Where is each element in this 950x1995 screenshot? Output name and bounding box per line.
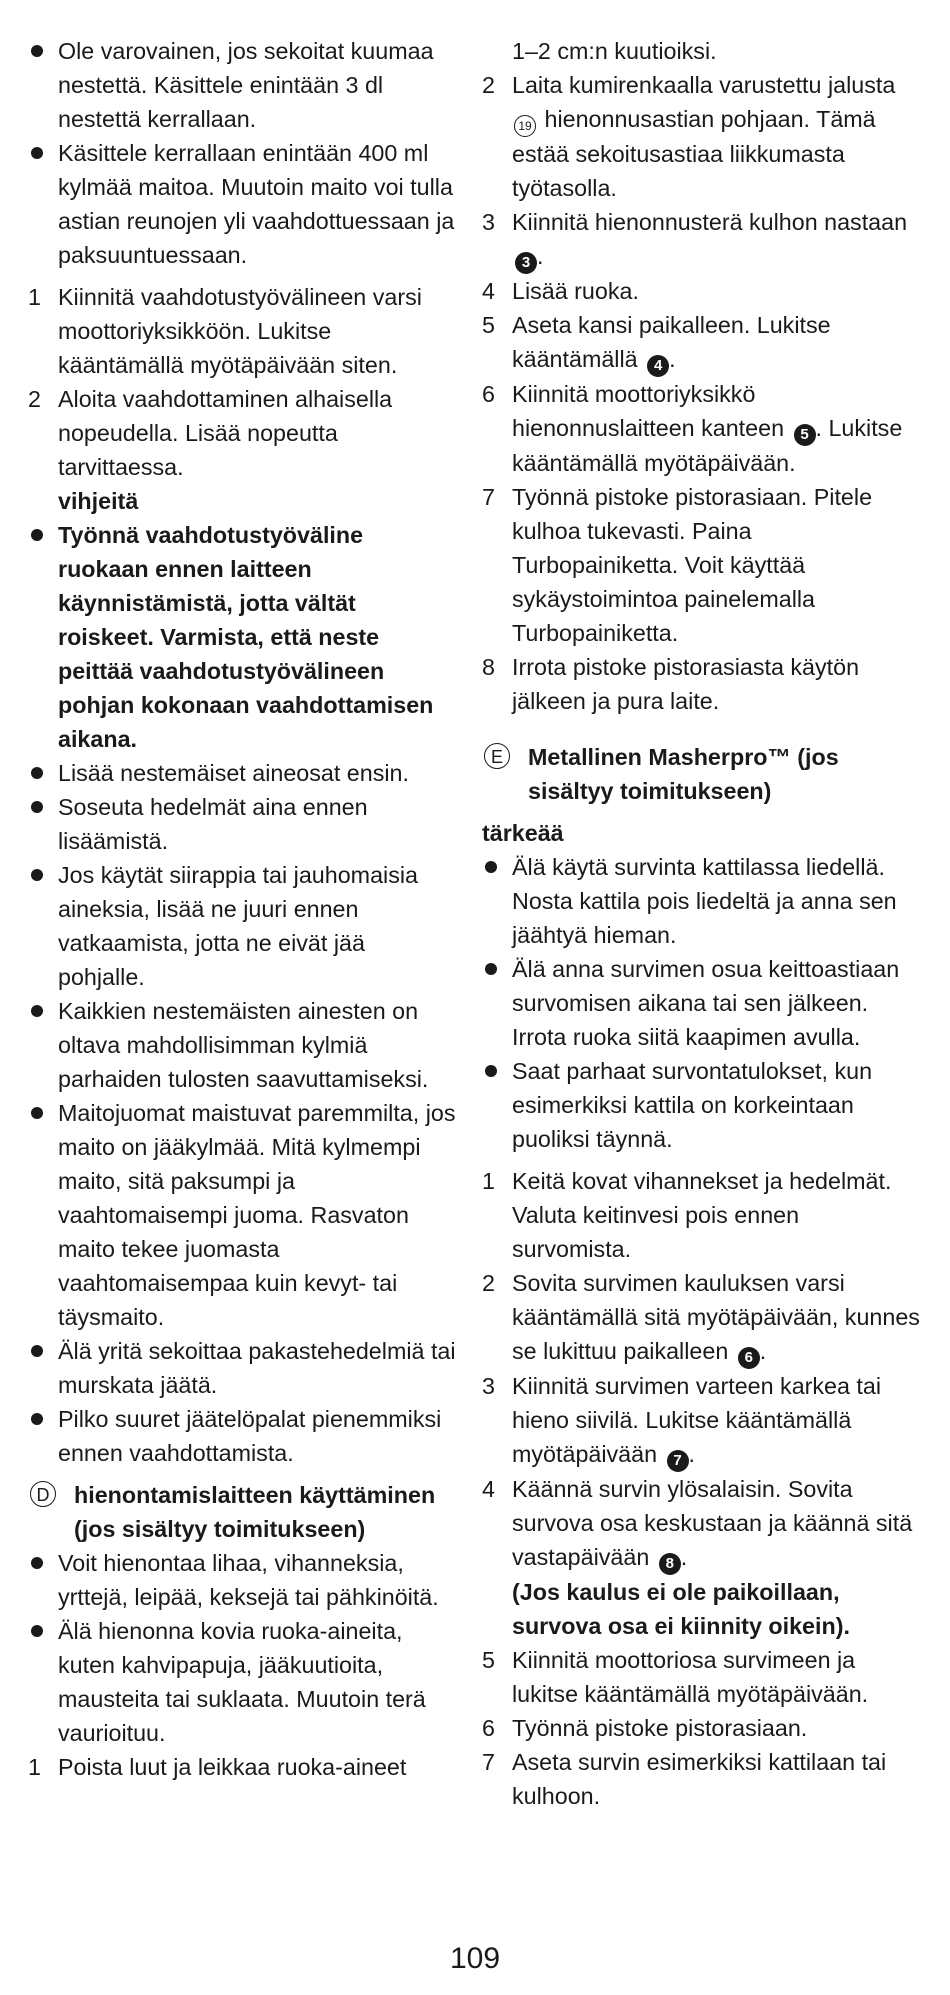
caution-bullet: Ole varovainen, jos sekoitat kuumaa nestettä. Käsittele enintään 3 dl nestettä kerrallaan. [58,38,434,132]
part-ref-icon: 19 [514,115,536,137]
page-number: 109 [449,1942,501,1975]
step-item: 1 Kiinnitä vaahdotustyövälineen varsi moottoriyksikköön. Lukitse kääntämällä myötäpäivään siten. [28,284,422,378]
step-item: 3 Kiinnitä hienonnusterä kulhon nastaan 3 . [482,205,922,274]
tip-bullet: Jos käytät siirappia tai jauhomaisia aineksia, lisää ne juuri ennen vatkaamista, jotta ne eivät jää pohjalle. [58,862,418,990]
figure-ref-icon: 8 [659,1553,681,1575]
step-item: 2 Laita kumirenkaalla varustettu jalusta 19 hienonnusastian pohjaan. Tämä estää sekoitusastiaa liikkumasta työtasolla. [482,72,896,201]
chopper-bullet: Älä hienonna kovia ruoka-aineita, kuten kahvipapuja, jääkuutioita, mausteita tai suklaata. Muutoin terä vaurioituu. [58,1618,426,1746]
masher-bullet: Älä käytä survinta kattilassa liedellä. Nosta kattila pois liedeltä ja anna sen jäähtyä hieman. [512,854,897,948]
tips-heading: vihjeitä [58,488,139,514]
tip-bullet: Soseuta hedelmät aina ennen lisäämistä. [58,794,368,854]
figure-ref-icon: 3 [515,252,537,274]
tip-bullet: Älä yritä sekoittaa pakastehedelmiä tai murskata jäätä. [58,1338,456,1398]
chopper-bullet: Voit hienontaa lihaa, vihanneksia, yrttejä, leipää, keksejä tai pähkinöitä. [58,1550,439,1610]
masher-bullet: Älä anna survimen osua keittoastiaan survomisen aikana tai sen jälkeen. Irrota ruoka siitä kaapimen avulla. [512,956,900,1050]
step-item: 3 Kiinnitä survimen varteen karkea tai hieno siivilä. Lukitse kääntämällä myötäpäivään 7 . [482,1369,922,1472]
section-e-heading: E Metallinen Masherpro™ (jos sisältyy toimitukseen) [482,740,922,808]
important-heading: tärkeää [482,820,564,846]
step-item: 8 Irrota pistoke pistorasiasta käytön jälkeen ja pura laite. [482,654,860,714]
step-item: 4 Käännä survin ylösalaisin. Sovita survova osa keskustaan ja käännä sitä vastapäivään 8 . (Jos kaulus ei ole paikoillaan, survova osa ei kiinnity oikein). [482,1476,913,1639]
step-item: 2 Aloita vaahdottaminen alhaisella nopeudella. Lisää nopeutta tarvittaessa. [28,386,393,480]
step-item: 6 Kiinnitä moottoriyksikkö hienonnuslaitteen kanteen 5 . Lukitse kääntämällä myötäpäivään. [482,381,903,476]
figure-ref-icon: 4 [647,355,669,377]
section-d-heading: D hienontamislaitteen käyttäminen (jos sisältyy toimitukseen) [28,1478,458,1546]
figure-ref-icon: 7 [667,1450,689,1472]
tip-bullet: Maitojuomat maistuvat paremmilta, jos maito on jääkylmää. Mitä kylmempi maito, sitä paksumpi ja vaahtomaisempi juoma. Rasvaton maito tekee juomasta vaahtomaisempaa kuin kevyt- tai täysmaito. [58,1100,456,1330]
section-e-letter: E [484,743,510,769]
section-d-letter: D [30,1481,56,1507]
step-item: 1 Keitä kovat vihannekset ja hedelmät. Valuta keitinvesi pois ennen survomista. [482,1168,892,1262]
step-item: 1 Poista luut ja leikkaa ruoka-aineet [28,1754,407,1780]
left-column [28,34,458,1784]
right-column [482,34,922,1813]
caution-bullet: Käsittele kerrallaan enintään 400 ml kylmää maitoa. Muutoin maito voi tulla astian reunojen yli vaahdottuessaan ja paksuuntuessaan. [58,140,455,268]
tip-bullet: Pilko suuret jäätelöpalat pienemmiksi ennen vaahdottamista. [58,1406,442,1466]
step-item: 4 Lisää ruoka. [482,278,639,304]
figure-ref-icon: 5 [794,424,816,446]
tip-bullet: Kaikkien nestemäisten ainesten on oltava mahdollisimman kylmiä parhaiden tulosten saavuttamiseksi. [58,998,429,1092]
step-item: 7 Työnnä pistoke pistorasiaan. Pitele kulhoa tukevasti. Paina Turbopainiketta. Voit käyttää sykäystoimintoa painelemalla Turbopainiketta. [482,484,873,646]
step-item: 2 Sovita survimen kauluksen varsi kääntämällä sitä myötäpäivään, kunnes se lukittuu paikalleen 6 . [482,1266,922,1369]
step-item: 7 Aseta survin esimerkiksi kattilaan tai kulhoon. [482,1749,887,1809]
step-continuation: 1–2 cm:n kuutioiksi. [512,38,717,64]
tip-bullet: Työnnä vaahdotustyöväline ruokaan ennen laitteen käynnistämistä, jotta vältät roiskeet. Varmista, että neste peittää vaahdotustyövälineen pohjan kokonaan vaahdottamisen aikana. [58,522,434,752]
tip-bullet: Lisää nestemäiset aineosat ensin. [58,760,409,786]
step-item: 5 Kiinnitä moottoriosa survimeen ja lukitse kääntämällä myötäpäivään. [482,1647,869,1707]
figure-ref-icon: 6 [738,1347,760,1369]
step-item: 6 Työnnä pistoke pistorasiaan. [482,1715,808,1741]
step-item: 5 Aseta kansi paikalleen. Lukitse kääntämällä 4 . [482,308,922,377]
masher-bullet: Saat parhaat survontatulokset, kun esimerkiksi kattila on korkeintaan puoliksi täynnä. [512,1058,873,1152]
